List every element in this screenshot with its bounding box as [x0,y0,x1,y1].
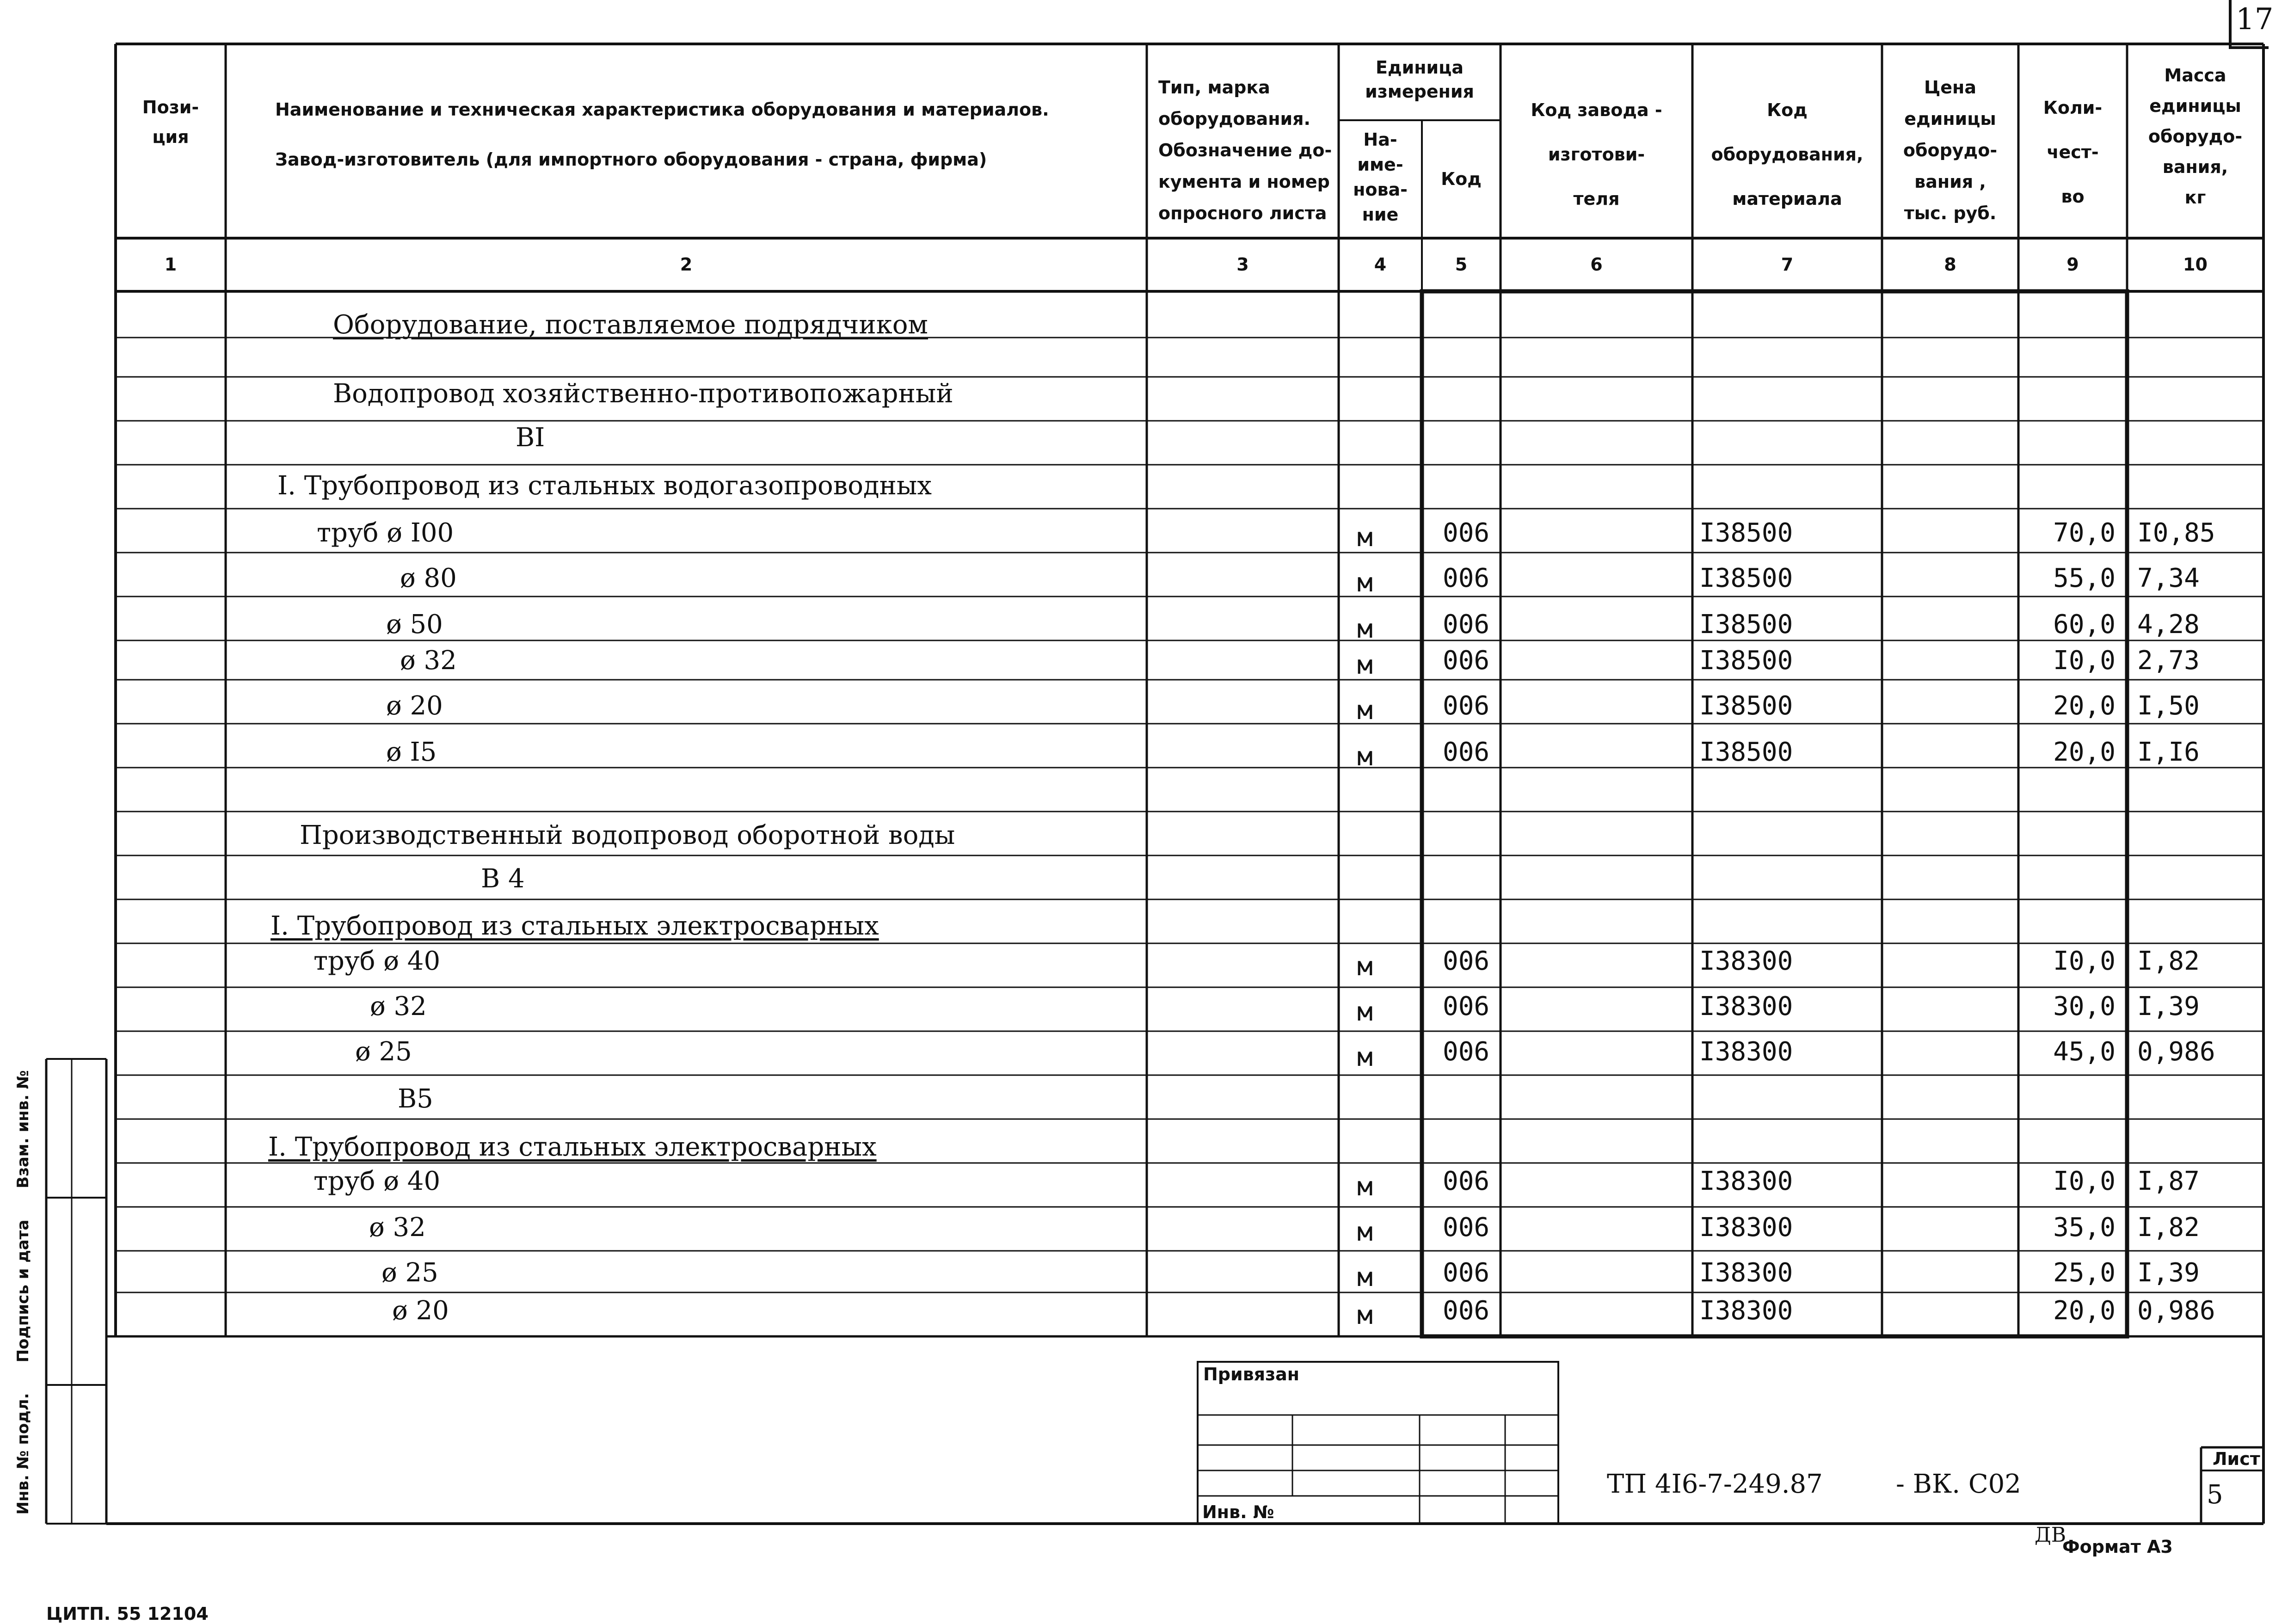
header-type: Тип, марка оборудования. Обозначение до- кумента и номер опросного листа [1158,77,1332,223]
item-material-code: I38500 [1699,563,1793,593]
section-title: Водопровод хозяйственно-противопожарный [333,379,953,409]
item-group-title: I. Трубопровод из стальных электросварных [271,911,879,941]
item-quantity: 70,0 [2053,518,2116,548]
item-material-code: I38500 [1699,691,1793,721]
column-number: 10 [2183,254,2208,275]
sheet-label: Лист [2213,1449,2260,1469]
item-quantity: 45,0 [2053,1037,2116,1067]
item-unit: м [1357,997,1373,1027]
item-material-code: I38300 [1699,1037,1793,1067]
item-mass: 7,34 [2137,563,2200,593]
item-mass: I,39 [2137,1258,2200,1288]
section-title: Оборудование, поставляемое подрядчиком [333,310,928,340]
item-name: труб ø I00 [317,518,454,548]
item-unit: м [1357,523,1373,553]
item-name: ø 80 [400,563,457,593]
item-quantity: I0,0 [2053,946,2116,976]
header-price: Цена единицы оборудо- вания , тыс. руб. [1903,77,1998,223]
sheet-corner-number: 17 [2236,2,2274,37]
header-unit-name: На- име- нова- ние [1353,129,1408,225]
item-unit-code: 006 [1443,737,1490,767]
item-unit-code: 006 [1443,1296,1490,1326]
item-mass: I,39 [2137,991,2200,1021]
subsection-code: B5 [398,1084,433,1114]
document-designation-suffix: - ВК. С02 [1896,1469,2021,1499]
item-unit: м [1357,650,1373,680]
item-mass: 0,986 [2137,1037,2215,1067]
side-label-replaced-inv: Взам. инв. № [14,1070,32,1188]
item-quantity: 60,0 [2053,609,2116,640]
item-mass: I,50 [2137,691,2200,721]
item-quantity: I0,0 [2053,646,2116,676]
item-name: ø 20 [392,1296,449,1326]
item-unit-code: 006 [1443,1037,1490,1067]
item-name: ø 20 [386,691,443,721]
item-unit: м [1357,614,1373,644]
item-material-code: I38300 [1699,1258,1793,1288]
section-title: Производственный водопровод оборотной воды [300,820,955,850]
item-quantity: 20,0 [2053,737,2116,767]
item-material-code: I38500 [1699,646,1793,676]
item-quantity: 30,0 [2053,991,2116,1021]
item-material-code: I38500 [1699,737,1793,767]
item-mass: I0,85 [2137,518,2215,548]
item-unit-code: 006 [1443,946,1490,976]
column-number: 8 [1944,254,1956,275]
column-number: 3 [1236,254,1249,275]
sheet-number: 5 [2207,1480,2223,1510]
item-unit: м [1357,568,1373,598]
item-material-code: I38300 [1699,991,1793,1021]
item-mass: I,82 [2137,946,2200,976]
item-quantity: 25,0 [2053,1258,2116,1288]
column-number: 2 [680,254,693,275]
item-unit: м [1357,1300,1373,1330]
item-unit-code: 006 [1443,518,1490,548]
footer-print-code: ЦИТП. 55 12104 [46,1604,209,1624]
item-unit-code: 006 [1443,1166,1490,1196]
header-unit-group: Единица измерения [1365,57,1474,102]
column-number: 7 [1781,254,1794,275]
item-quantity: I0,0 [2053,1166,2116,1196]
item-unit-code: 006 [1443,1212,1490,1243]
item-unit: м [1357,1042,1373,1072]
column-number: 1 [164,254,177,275]
item-name: ø 25 [355,1037,412,1067]
item-quantity: 55,0 [2053,563,2116,593]
item-mass: I,82 [2137,1212,2200,1243]
item-unit-code: 006 [1443,563,1490,593]
item-unit-code: 006 [1443,646,1490,676]
item-unit: м [1357,952,1373,982]
item-mass: I,I6 [2137,737,2200,767]
item-group-title: I. Трубопровод из стальных водогазопроводных [277,471,932,501]
item-mass: 2,73 [2137,646,2200,676]
footer-format: Формат А3 [2062,1537,2173,1557]
item-unit-code: 006 [1443,991,1490,1021]
item-name: ø 32 [400,646,457,676]
header-name: Наименование и техническая характеристика оборудования и материалов. Завод-изготовитель (для импортного оборудования - страна, фирма) [275,99,1049,170]
item-material-code: I38300 [1699,1166,1793,1196]
item-name: ø 50 [386,609,443,640]
item-mass: I,87 [2137,1166,2200,1196]
item-material-code: I38500 [1699,609,1793,640]
item-mass: 4,28 [2137,609,2200,640]
side-label-signature-date: Подпись и дата [14,1219,32,1363]
item-unit: м [1357,695,1373,726]
item-material-code: I38300 [1699,1296,1793,1326]
document-designation: ТП 4I6-7-249.87 [1607,1469,1823,1499]
stamp-attached-label: Привязан [1203,1364,1300,1384]
column-number: 9 [2066,254,2079,275]
item-name: труб ø 40 [314,946,441,976]
stamp-inv-no-label: Инв. № [1202,1502,1274,1522]
item-unit: м [1357,1172,1373,1202]
item-name: ø I5 [386,737,437,767]
item-quantity: 35,0 [2053,1212,2116,1243]
item-unit: м [1357,1217,1373,1247]
item-quantity: 20,0 [2053,691,2116,721]
column-number: 5 [1455,254,1468,275]
item-unit-code: 006 [1443,609,1490,640]
header-mass: Масса единицы оборудо- вания, кг [2148,65,2243,208]
column-number: 6 [1590,254,1603,275]
footer-initials: ДВ [2035,1523,2066,1547]
item-mass: 0,986 [2137,1296,2215,1326]
header-position: Пози- ция [142,97,199,147]
item-unit: м [1357,742,1373,772]
item-material-code: I38300 [1699,946,1793,976]
item-group-title: I. Трубопровод из стальных электросварных [268,1132,877,1162]
item-material-code: I38500 [1699,518,1793,548]
item-name: ø 32 [369,1212,426,1243]
side-label-original-inv: Инв. № подл. [14,1393,32,1515]
header-plant-code: Код завода - изготови- теля [1531,100,1662,209]
item-name: труб ø 40 [314,1166,441,1196]
item-unit-code: 006 [1443,1258,1490,1288]
subsection-code: B 4 [481,864,525,894]
header-unit-code: Код [1441,169,1482,189]
header-material-code: Код оборудования, материала [1711,100,1863,209]
item-name: ø 32 [370,991,427,1021]
item-material-code: I38300 [1699,1212,1793,1243]
item-name: ø 25 [381,1258,438,1288]
column-number: 4 [1374,254,1387,275]
item-quantity: 20,0 [2053,1296,2116,1326]
subsection-code: BI [516,423,545,453]
item-unit-code: 006 [1443,691,1490,721]
header-quantity: Коли- чест- во [2043,98,2103,207]
item-unit: м [1357,1262,1373,1292]
